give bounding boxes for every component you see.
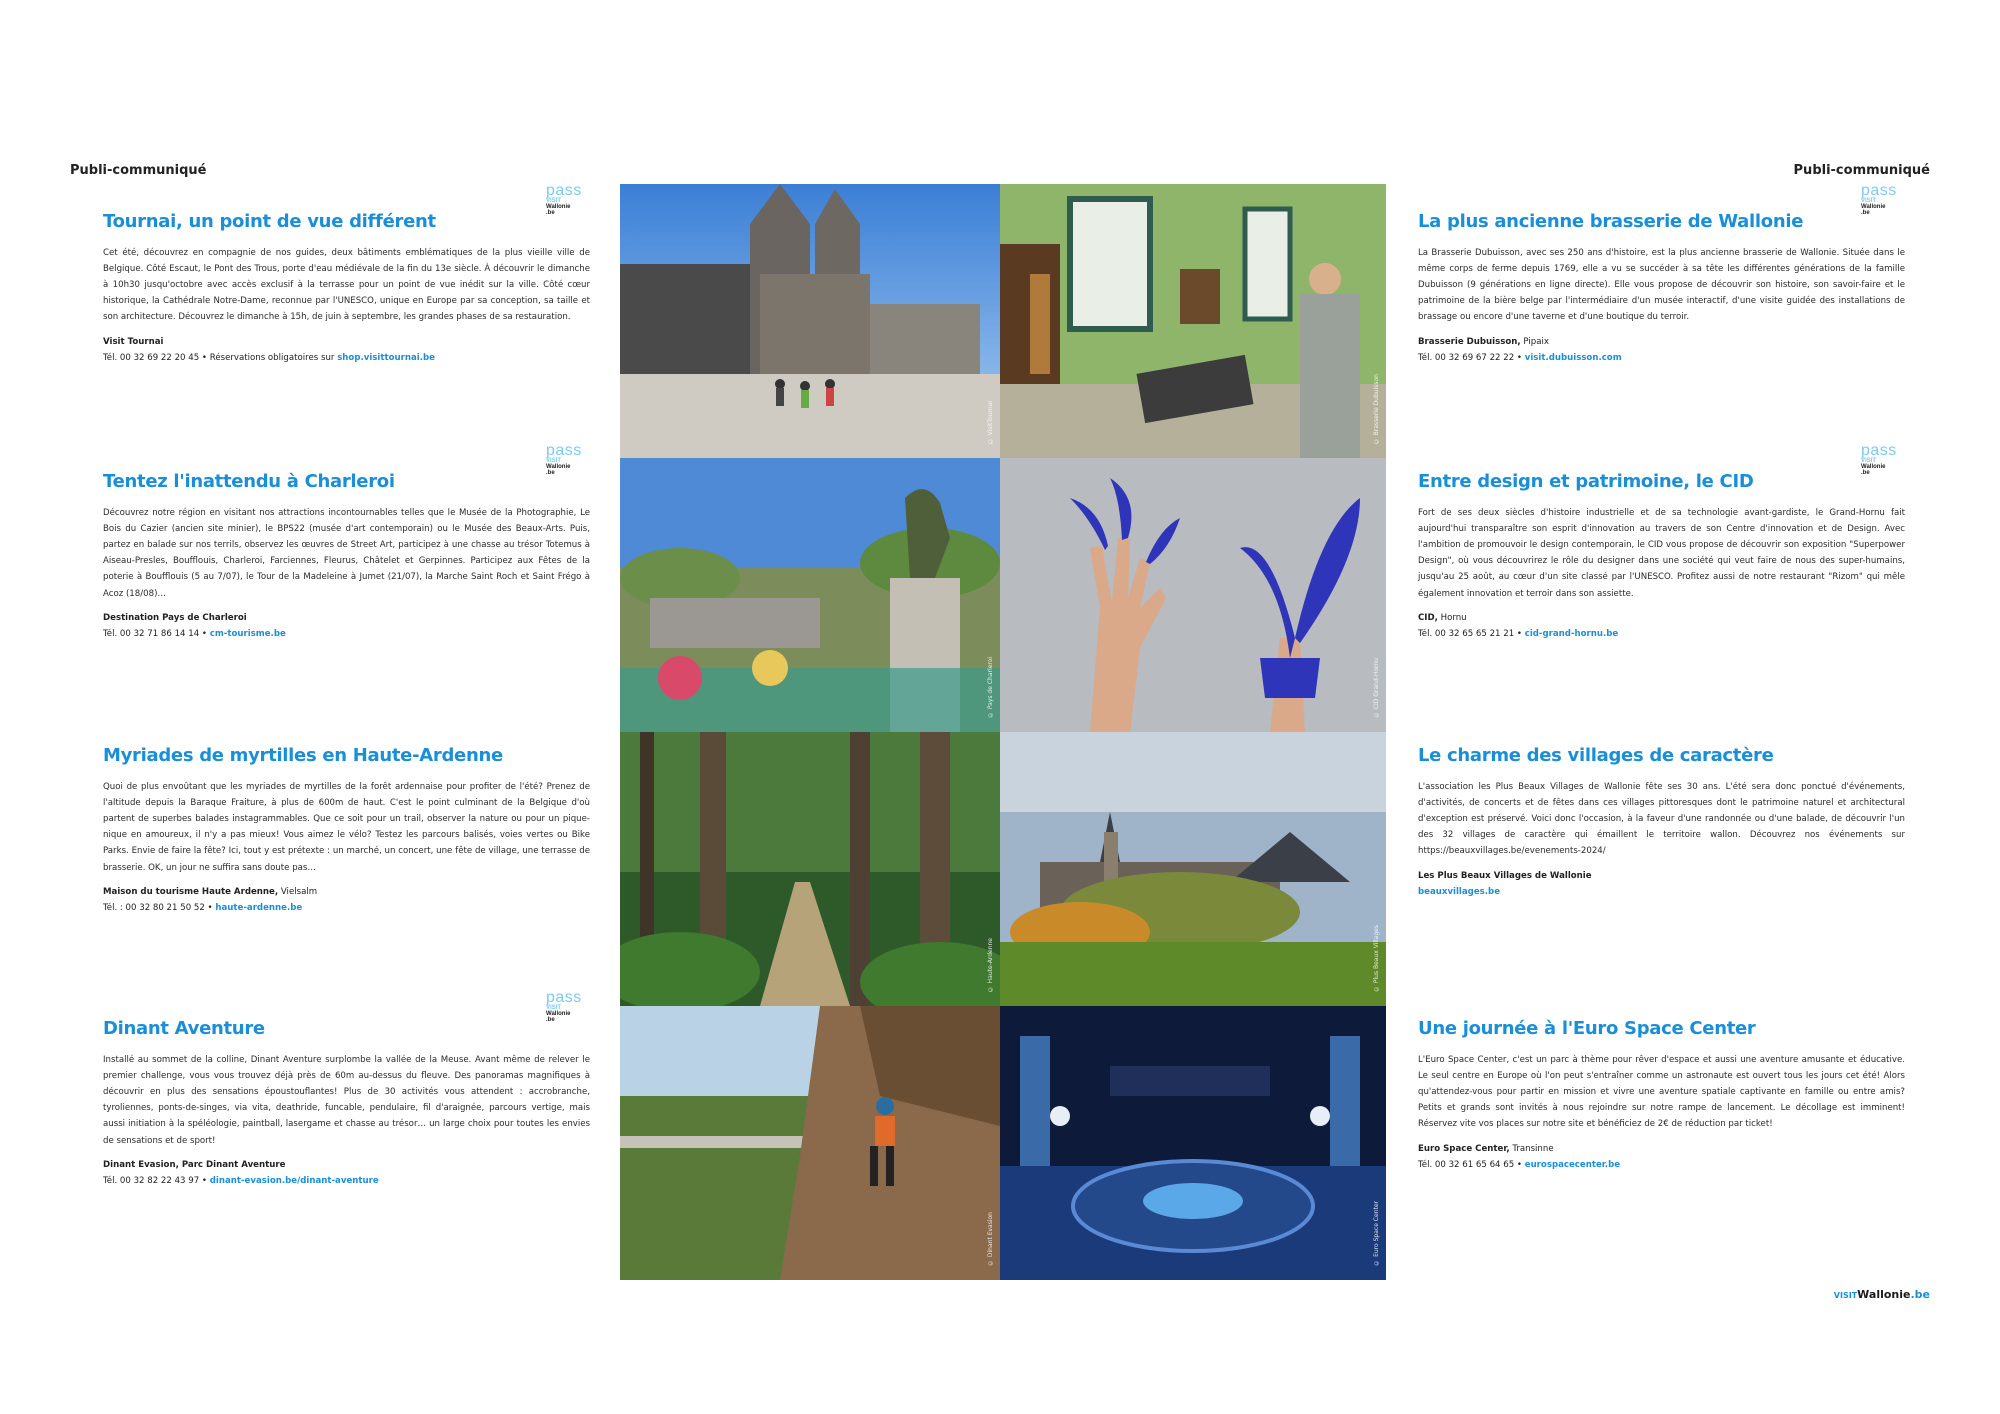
article-organization: Euro Space Center, Transinne: [1418, 1143, 1554, 1154]
cid-design-hands-photo: [1000, 458, 1386, 732]
publi-communique-label-left: Publi-communiqué: [70, 163, 207, 178]
article-link[interactable]: visit.dubuisson.com: [1524, 352, 1622, 363]
article-contact: [1418, 884, 1905, 900]
pass-visit-wallonie-logo: pass VISIT Wallonie .be: [546, 442, 582, 476]
article-brasserie-dubuisson: [1418, 182, 1905, 366]
article-link[interactable]: dinant-evasion.be/dinant-aventure: [209, 1175, 379, 1186]
article-link[interactable]: cid-grand-hornu.be: [1524, 628, 1619, 639]
article-beaux-villages: [1418, 745, 1905, 900]
photo-grid: [620, 184, 1386, 1280]
article-body: La Brasserie Dubuisson, avec ses 250 ans d'histoire, est la plus ancienne brasserie de Wallonie. Située dans le même corps de ferme depuis 1769, elle a vu se succéder à sa tête les différentes générations de la famille Dubuisson (9 générations en ligne directe). Elle vous propose de découvrir son histoire, son savoir-faire et le patrimoine de la bière belge par l'intermédiaire d'un musée interactif, d'une visite guidée des installations de brassage ou encore d'une taverne et d'une boutique du terroir.: [1418, 247, 1905, 323]
tournai-cathedral-photo: [620, 184, 1000, 458]
haute-ardenne-forest-photo: [620, 732, 1000, 1006]
article-title: Tournai, un point de vue différent: [103, 211, 436, 232]
article-contact: Tél. 00 32 61 65 64 65 • eurospacecenter.be: [1418, 1159, 1621, 1170]
photo-credit: © Pays de Charleroi: [987, 656, 994, 718]
article-organization: CID, Hornu: [1418, 612, 1467, 623]
article-title: Une journée à l'Euro Space Center: [1418, 1018, 1756, 1039]
article-cid: [1418, 442, 1905, 642]
article-tournai: [103, 182, 590, 366]
article-title: La plus ancienne brasserie de Wallonie: [1418, 211, 1804, 232]
article-body: Installé au sommet de la colline, Dinant Aventure surplombe la vallée de la Meuse. Avant même de relever le premier challenge, vous vous trouvez déjà près de 60m au-dessus du fleuve. Des panoramas magnifiques à découvrir en plus des sensations époustouflantes! Plus de 30 activités vous attendent : accrobranche, tyroliennes, ponts-de-singes, via vita, deathride, funcable, pendulaire, fil d'araignée, parcours vertige, mais aussi initiation à la spéléologie, paintball, lasergame et chasse au trésor… un large choix pour toutes les envies de sensations et de sport!: [103, 1054, 590, 1146]
article-charleroi: [103, 442, 590, 642]
photo-credit: © Brasserie Dubuisson: [1373, 373, 1380, 444]
article-contact: Tél. 00 32 82 22 43 97 • dinant-evasion.be/dinant-aventure: [103, 1175, 379, 1186]
charleroi-statue-photo: [620, 458, 1000, 732]
article-contact: Tél. 00 32 69 22 20 45 • Réservations obligatoires sur shop.visittournai.be: [103, 352, 435, 363]
article-link[interactable]: shop.visittournai.be: [337, 352, 435, 363]
photo-credit: © Plus Beaux Villages: [1373, 924, 1380, 992]
article-body: Cet été, découvrez en compagnie de nos guides, deux bâtiments emblématiques de la plus vieille ville de Belgique. Côté Escaut, le Pont des Trous, porte d'eau médiévale de la fin du 13e siècle. À découvrir le dimanche à 10h30 jusqu'octobre avec accès exclusif à la terrasse pour un point de vue inédit sur la ville. Côté cœur historique, la Cathédrale Notre-Dame, reconnue par l'UNESCO, unique en Europe par sa conception, sa taille et son architecture. Découvrez le dimanche à 15h, de juin à septembre, les grandes phases de sa restauration.: [103, 247, 590, 323]
article-contact: Tél. 00 32 69 67 22 22 • visit.dubuisson.com: [1418, 352, 1622, 363]
article-link[interactable]: cm-tourisme.be: [209, 628, 286, 639]
pass-visit-wallonie-logo: pass VISIT Wallonie .be: [546, 182, 582, 216]
article-body: L'Euro Space Center, c'est un parc à thème pour rêver d'espace et aussi une aventure amusante et éducative. Le seul centre en Europe où l'on peut s'entraîner comme un astronaute est ouvert tous les jours cet été! Alors qu'attendez-vous pour partir en mission et vivre une aventure spatiale captivante en famille ou entre amis? Petits et grands sont invités à nous rejoindre sur notre rampe de lancement. Le décollage est imminent! Réservez vite vos places sur notre site et bénéficiez de 2€ de réduction par ticket!: [1418, 1054, 1905, 1130]
pass-visit-wallonie-logo: pass VISIT Wallonie .be: [546, 989, 582, 1023]
article-organization: Destination Pays de Charleroi: [103, 612, 247, 623]
pass-visit-wallonie-logo: pass VISIT Wallonie .be: [1861, 182, 1897, 216]
article-title: Entre design et patrimoine, le CID: [1418, 471, 1754, 492]
article-link[interactable]: eurospacecenter.be: [1524, 1159, 1621, 1170]
article-link[interactable]: haute-ardenne.be: [215, 902, 303, 913]
photo-credit: © VisitTournai: [987, 400, 994, 444]
article-organization: Les Plus Beaux Villages de Wallonie: [1418, 870, 1592, 881]
article-body: Quoi de plus envoûtant que les myriades de myrtilles de la forêt ardennaise pour profiter de l'été? Prenez de l'altitude depuis la Baraque Fraiture, à plus de 600m de haut. C'est le point culminant de la Belgique d'où partent de superbes balades instagrammables. Que ce soit pour un trail, observer la nature ou pour un pique-nique en amoureux, il n'y a pas mieux! Vous aimez le vélo? Testez les parcours balisés, voies vertes ou Bike Parks. Envie de faire la fête? Ici, tout y est prétexte : un marché, un concert, une fête de village, une terrasse de brasserie. OK, un jour ne suffira sans doute pas…: [103, 781, 590, 873]
article-haute-ardenne: [103, 745, 590, 916]
article-title: Dinant Aventure: [103, 1018, 265, 1039]
village-church-photo: [1000, 732, 1386, 1006]
article-title: Myriades de myrtilles en Haute-Ardenne: [103, 745, 503, 766]
article-body: Découvrez notre région en visitant nos attractions incontournables telles que le Musée de la Photographie, Le Bois du Cazier (ancien site minier), le BPS22 (musée d'art contemporain) ou le Musée des Beaux-Arts. Puis, partez en balade sur nos terrils, observez les œuvres de Street Art, participez à une chasse au trésor Totemus à Aiseau-Presles, Boufflouis, Charleroi, Farciennes, Fleurus, Châtelet et Gerpinnes. Participez aux Fêtes de la poterie à Boufflouis (5 au 7/07), le Tour de la Madeleine à Jumet (21/07), la Marche Saint Roch et Saint Frégo à Acoz (18/08)…: [103, 507, 590, 599]
photo-credit: © Haute-Ardenne: [987, 937, 994, 992]
euro-space-center-photo: [1000, 1006, 1386, 1280]
dinant-climbing-photo: [620, 1006, 1000, 1280]
article-title: Le charme des villages de caractère: [1418, 745, 1774, 766]
article-organization: Visit Tournai: [103, 336, 164, 347]
brewery-museum-photo: [1000, 184, 1386, 458]
article-title: Tentez l'inattendu à Charleroi: [103, 471, 395, 492]
photo-credit: © CID Grand-Hornu: [1373, 657, 1380, 718]
article-link[interactable]: beauxvillages.be: [1418, 886, 1501, 897]
article-contact: Tél. 00 32 71 86 14 14 • cm-tourisme.be: [103, 628, 286, 639]
article-organization: Brasserie Dubuisson, Pipaix: [1418, 336, 1549, 347]
pass-visit-wallonie-logo: pass VISIT Wallonie .be: [1861, 442, 1897, 476]
article-organization: Maison du tourisme Haute Ardenne, Vielsalm: [103, 886, 318, 897]
article-contact: Tél. : 00 32 80 21 50 52 • haute-ardenne.be: [103, 902, 303, 913]
article-dinant-aventure: [103, 989, 590, 1189]
article-euro-space-center: [1418, 1018, 1905, 1173]
photo-credit: © Euro Space Center: [1373, 1201, 1380, 1266]
article-contact: Tél. 00 32 65 65 21 21 • cid-grand-hornu.be: [1418, 628, 1619, 639]
visit-wallonie-footer-logo: VISITWallonie.be: [1833, 1288, 1930, 1301]
article-body: Fort de ses deux siècles d'histoire industrielle et de sa technologie avant-gardiste, le Grand-Hornu fait aujourd'hui transparaître son esprit d'innovation au travers de son Centre d'innovation et de Design. Avec l'ambition de promouvoir le design contemporain, le CID vous propose de découvrir son exposition "Superpower Design", où vous découvrirez le rôle du designer dans une société qui veut faire de nous des super-humains, jusqu'au 25 août, au cœur d'un site classé par l'UNESCO. Profitez aussi de notre restaurant "Rizom" qui mêle également innovation et terroir dans son assiette.: [1418, 507, 1905, 599]
publi-communique-label-right: Publi-communiqué: [1793, 163, 1930, 178]
photo-credit: © Dinant Evasion: [987, 1211, 994, 1266]
article-body: L'association les Plus Beaux Villages de Wallonie fête ses 30 ans. L'été sera donc ponctué d'événements, d'activités, de concerts et de fêtes dans ces villages pittoresques dont le patrimoine naturel et architectural d'exception est préservé. Voici donc l'occasion, à la faveur d'une randonnée ou d'une balade, de découvrir l'un des 32 villages de caractère qui émaillent le territoire wallon. Découvrez nos événements sur https://beauxvillages.be/evenements-2024/: [1418, 781, 1905, 857]
article-organization: Dinant Evasion, Parc Dinant Aventure: [103, 1159, 286, 1170]
